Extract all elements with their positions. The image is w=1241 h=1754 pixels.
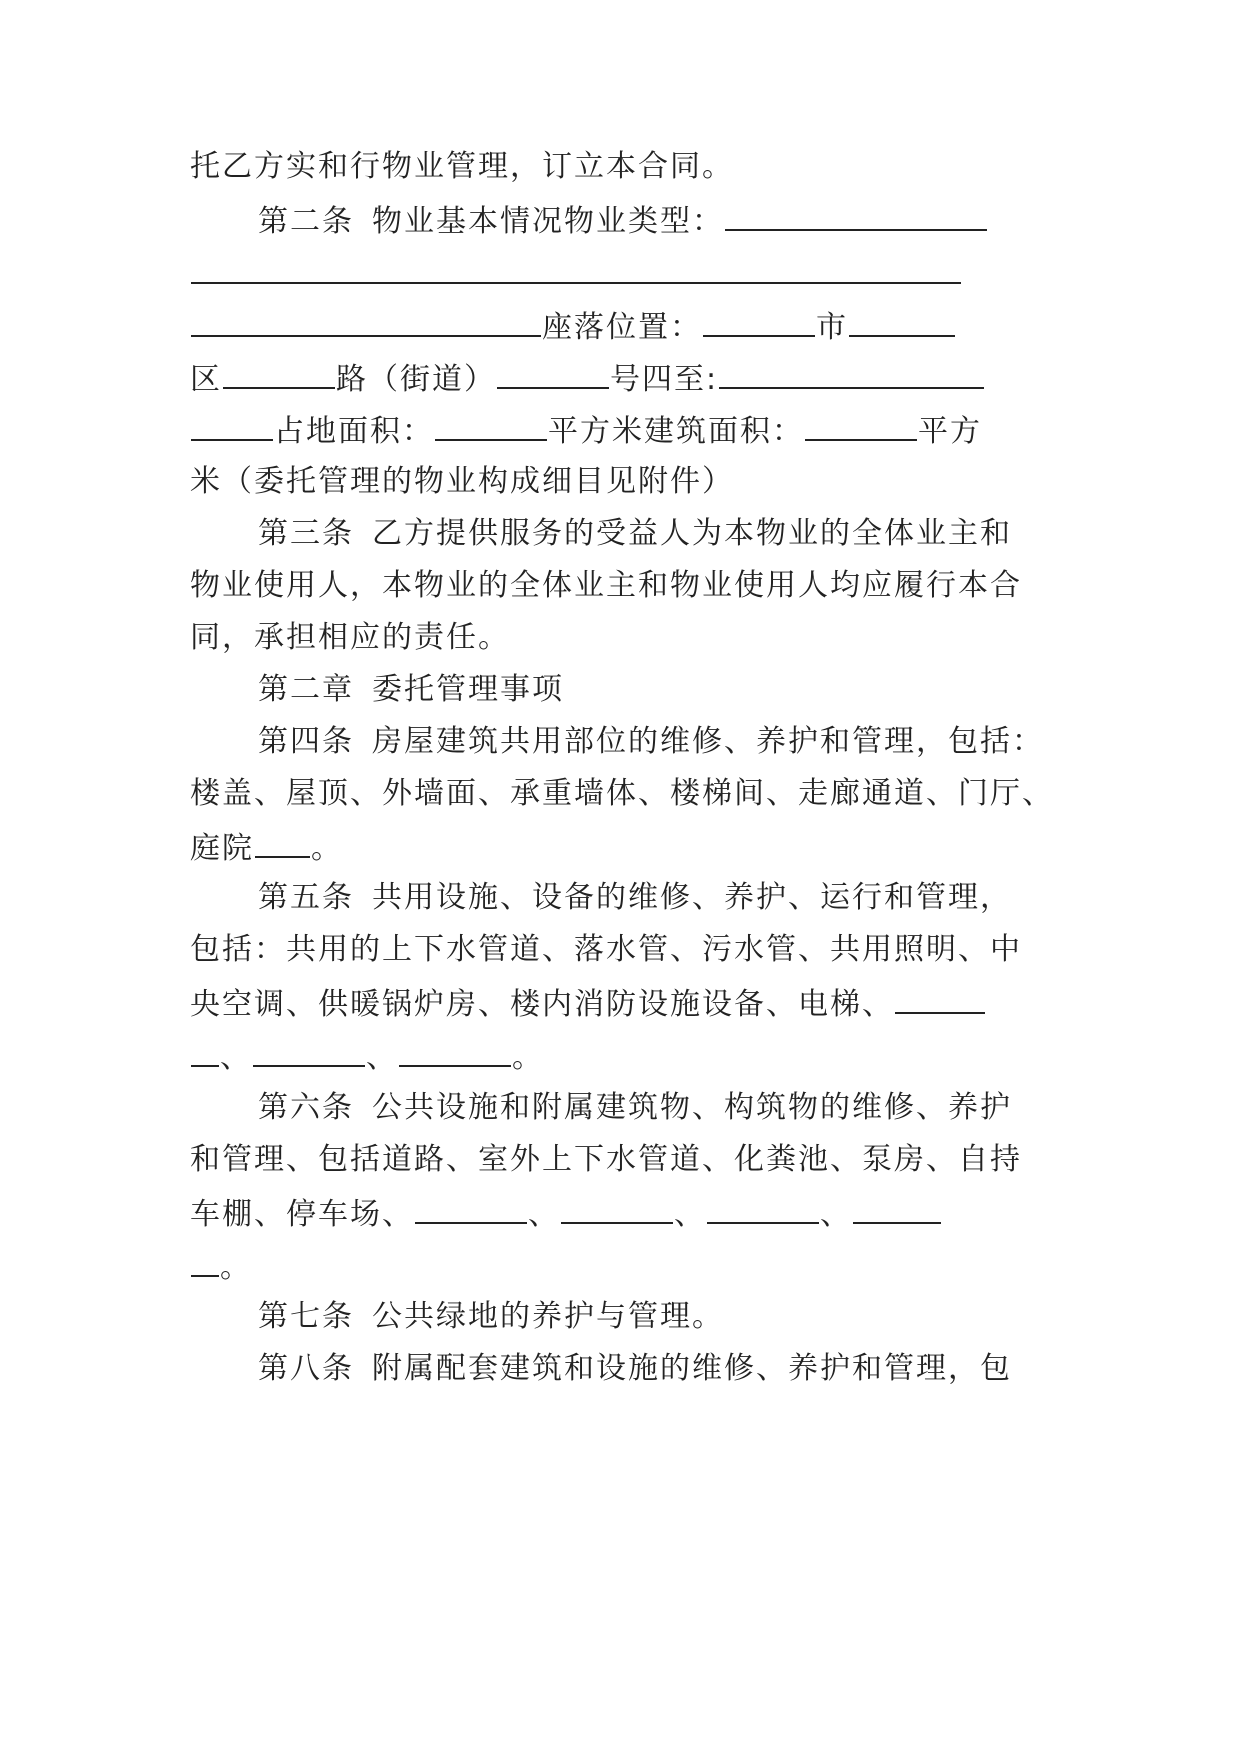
district-label: 区 (190, 362, 222, 397)
punctuation: 。 (220, 1250, 252, 1285)
article-number: 第三条 (258, 516, 354, 551)
article-text: 共用设施、设备的维修、养护、运行和管理， (372, 880, 1012, 915)
article-number: 第八条 (258, 1351, 354, 1386)
fill-blank-public-1[interactable] (415, 1195, 527, 1224)
text-line (190, 1248, 252, 1285)
fill-blank-facility-1[interactable] (895, 985, 985, 1014)
text-line (190, 569, 1022, 603)
building-area-label: 平方米建筑面积： (548, 414, 804, 449)
chapter-number: 第二章 (258, 672, 354, 707)
article-5-line (258, 881, 1012, 915)
fill-blank-number[interactable] (497, 360, 609, 389)
article-7-line (258, 1300, 724, 1334)
text-line (190, 933, 1022, 967)
fill-blank-land-area[interactable] (435, 412, 547, 441)
article-text: 公共设施和附属建筑物、构筑物的维修、养护 (372, 1090, 1012, 1125)
fill-blank-facility-2[interactable] (253, 1038, 365, 1067)
fill-blank-boundary-end[interactable] (191, 412, 273, 441)
paragraph-text: 央空调、供暖锅炉房、楼内消防设施设备、电梯、 (190, 987, 894, 1022)
fill-blank-courtyard[interactable] (255, 829, 310, 858)
article-number: 第七条 (258, 1299, 354, 1334)
paragraph-text: 米（委托管理的物业构成细目见附件） (190, 464, 734, 499)
fill-blank-public-4[interactable] (853, 1195, 941, 1224)
text-line (190, 621, 510, 655)
fill-blank-road[interactable] (223, 360, 335, 389)
text-line (190, 1143, 1022, 1177)
paragraph-text: 同，承担相应的责任。 (190, 620, 510, 655)
city-label: 市 (816, 310, 848, 345)
fill-blank-district[interactable] (849, 308, 955, 337)
article-number: 第四条 (258, 724, 354, 759)
fill-blank-building-area[interactable] (805, 412, 917, 441)
fill-blank-public-2[interactable] (561, 1195, 673, 1224)
paragraph-text: 庭院 (190, 831, 254, 866)
unit-label: 平方 (918, 414, 982, 449)
boundary-label: 号四至: (610, 362, 719, 397)
fill-blank-public-3[interactable] (707, 1195, 819, 1224)
text-line (190, 985, 986, 1022)
location-label: 座落位置： (542, 310, 702, 345)
fill-blank-property-type-end[interactable] (191, 308, 541, 337)
chapter-heading (258, 673, 564, 707)
land-area-label: 占地面积： (274, 414, 434, 449)
text-line (190, 1038, 544, 1075)
paragraph-text: 车棚、停车场、 (190, 1197, 414, 1232)
chapter-title: 委托管理事项 (372, 672, 564, 707)
punctuation: 、 (366, 1040, 398, 1075)
fill-blank-facility-3[interactable] (399, 1038, 511, 1067)
article-number: 第五条 (258, 880, 354, 915)
article-number: 第六条 (258, 1090, 354, 1125)
article-2-line (258, 202, 988, 239)
punctuation: 。 (311, 831, 343, 866)
paragraph-text: 物业使用人，本物业的全体业主和物业使用人均应履行本合 (190, 568, 1022, 603)
text-line (190, 829, 343, 866)
paragraph-text: 包括：共用的上下水管道、落水管、污水管、共用照明、中 (190, 932, 1022, 967)
paragraph-text: 楼盖、屋顶、外墙面、承重墙体、楼梯间、走廊通道、门厅、 (190, 776, 1054, 811)
article-text: 物业基本情况物业类型： (372, 204, 724, 239)
fill-blank-public-4-end[interactable] (191, 1248, 219, 1277)
blank-line (190, 255, 962, 292)
article-text: 附属配套建筑和设施的维修、养护和管理，包 (372, 1351, 1012, 1386)
fill-blank-property-type[interactable] (725, 202, 987, 231)
paragraph-text: 托乙方实和行物业管理，订立本合同。 (190, 149, 734, 184)
text-line (190, 1195, 942, 1232)
paragraph-text: 和管理、包括道路、室外上下水管道、化粪池、泵房、自持 (190, 1142, 1022, 1177)
punctuation: 、 (674, 1197, 706, 1232)
article-text: 房屋建筑共用部位的维修、养护和管理，包括： (372, 724, 1044, 759)
text-line (190, 777, 1054, 811)
address-line (190, 360, 985, 397)
article-number: 第二条 (258, 204, 354, 239)
area-line (190, 412, 982, 449)
article-text: 乙方提供服务的受益人为本物业的全体业主和 (372, 516, 1012, 551)
fill-blank-property-type-cont[interactable] (191, 255, 961, 284)
fill-blank-facility-1-end[interactable] (191, 1038, 219, 1067)
fill-blank-boundary[interactable] (719, 360, 984, 389)
text-line (190, 150, 734, 184)
punctuation: 、 (528, 1197, 560, 1232)
article-6-line (258, 1091, 1012, 1125)
punctuation: 、 (220, 1040, 252, 1075)
article-text: 公共绿地的养护与管理。 (372, 1299, 724, 1334)
article-3-line (258, 517, 1012, 551)
fill-blank-city[interactable] (703, 308, 815, 337)
punctuation: 、 (820, 1197, 852, 1232)
location-line (190, 308, 956, 345)
punctuation: 。 (512, 1040, 544, 1075)
article-4-line (258, 725, 1044, 759)
article-8-line (258, 1352, 1012, 1386)
text-line (190, 465, 734, 499)
road-label: 路（街道） (336, 362, 496, 397)
